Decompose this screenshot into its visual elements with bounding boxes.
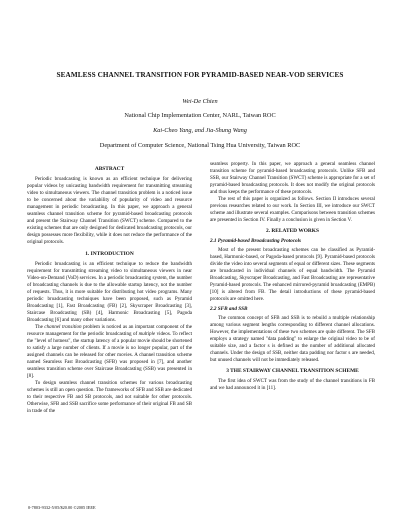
right-paragraph-5: The first idea of SWCT was from the study of the channel transitions in FB and we had announced it in [11]. bbox=[210, 378, 375, 391]
abstract-heading: ABSTRACT bbox=[94, 166, 125, 172]
right-paragraph-3: Most of the present broadcasting schemes can be classified as Pyramid-based, Harmonic-based, or Pagoda-based protocols [9]. Pyramid-based protocols divide the video into several segments of equal or different sizes. These segments are broadcasted in individual channels of equal bandwidth. The Pyramid Broadcasting, Skyscraper Broadcasting, and Fast Broadcasting are representative Pyramid-based protocols. The enhanced mirrored-pyramid broadcasting (EMPB) [10] is altered from FB. The detail introductions of these pyramid-based protocols are omitted here. bbox=[210, 247, 375, 302]
copyright-footer: 0-7803-9332-5/05/$20.00 ©2005 IEEE bbox=[28, 505, 96, 510]
intro-paragraph-3: To design seamless channel transition schemes for various broadcasting schemes is still an open question. The frameworks of SFB and SSB are dedicated to their respective FB and SB protocols, and not suitable for other protocols. Otherwise, SFB and SSB sacrifice some performance of their original FB and SB in trade of the bbox=[27, 380, 192, 414]
right-column bbox=[210, 161, 375, 392]
introduction-heading: 1. INTRODUCTION bbox=[85, 251, 134, 257]
author-1: Wei-De Chien bbox=[182, 98, 218, 105]
right-paragraph-4: The common concept of SFB and SSB is to rebuild a multiple relationship among various segment lengths corresponding to different channel allocations. However, the implementations of these two schemes are quite different. The SFB employs a strategy named "data padding" to enlarge the original video to be of suitable size, and a factor s is defined as the number of additional allocated channels. Under the design of SSB, neither data padding nor factor s are needed, but unused channels will not be immediately released. bbox=[210, 315, 375, 363]
abstract-text: Periodic broadcasting is known as an efficient technique for delivering popular videos by unicasting bandwidth requirement for transmitting streaming video to simultaneous viewers. The channel transition problem is a noticed issue to be concerned about the variability of popularity of video and resource management in periodic broadcasting. In this paper, we approach a general seamless channel transition scheme for pyramid-based broadcasting protocols and present the Stairway Channel Transition (SWCT) scheme. Compared to the existing schemes that are only designed for dedicated broadcasting protocols, our design possesses more flexibility, while it does not reduce the performance of the original protocols. bbox=[27, 176, 192, 245]
subsection-2-1-heading: 2.1 Pyramid-based Broadcasting Protocols bbox=[210, 238, 302, 244]
right-paragraph-1: seamless property. In this paper, we approach a general seamless channel transition scheme for pyramid-based broadcasting protocols. Unlike SFB and SSB, our Stairway Channel Transition (SWCT) scheme is appropriate for a set of pyramid-based broadcasting protocols. It does not modify the original protocols and thus keeps the performance of these protocols. bbox=[210, 161, 375, 195]
affiliation-1: National Chip Implementation Center, NARL, Taiwan ROC bbox=[124, 112, 276, 119]
right-paragraph-2: The rest of this paper is organized as follows. Section II introduces several previous researches related to our work. In Section III, we introduce our SWCT scheme and illustrate several examples. Comparisons between transition schemes are presented in Section IV. Finally a conclusion is given in Section V. bbox=[210, 196, 375, 223]
intro-paragraph-2: The channel transition problem is noticed as an important component of the resource management for the periodic broadcasting of multiple videos. To reflect the "level of hotness", the startup latency of a popular movie should be shortened to satisfy a large number of clients. If a movie is no longer popular, part of the assigned channels can be released for other movies. A channel transition scheme named Seamless Fast Broadcasting (SFB) was proposed in [7], and another seamless transition scheme over Staircase Broadcasting (SSB) was presented in [8]. bbox=[27, 324, 193, 379]
author-2: Kai-Cheo Yang, and Jia-Shung Wang bbox=[153, 127, 247, 134]
intro-paragraph-1: Periodic broadcasting is an efficient technique to reduce the bandwidth requirement for transmitting streaming video to simultaneous viewers in near Video-on-Demand (VoD) services. In a periodic broadcasting system, the number of broadcasting channels is due to the allowable startup latency, not the number of requests. Thus, it is more suitable for distributing hot video programs. Many periodic broadcasting techniques have been proposed, such as Pyramid Broadcasting [1], Fast Broadcasting (FB) [2], Skyscraper Broadcasting [3], Staircase Broadcasting (SB) [4], Harmonic Broadcasting [5], Pagoda Broadcasting [6] and many other variations. bbox=[27, 261, 192, 323]
paper-title: SEAMLESS CHANNEL TRANSITION FOR PYRAMID-BASED NEAR-VOD SERVICES bbox=[56, 71, 344, 79]
related-works-heading: 2. RELATED WORKS bbox=[266, 228, 319, 234]
left-column bbox=[27, 166, 192, 415]
affiliation-2: Department of Computer Science, National Tsing Hua University, Taiwan ROC bbox=[99, 142, 301, 149]
section-3-heading: 3 THE STAIRWAY CHANNEL TRANSITION SCHEME bbox=[226, 368, 359, 374]
subsection-2-2-heading: 2.2 SFB and SSB bbox=[210, 306, 248, 312]
